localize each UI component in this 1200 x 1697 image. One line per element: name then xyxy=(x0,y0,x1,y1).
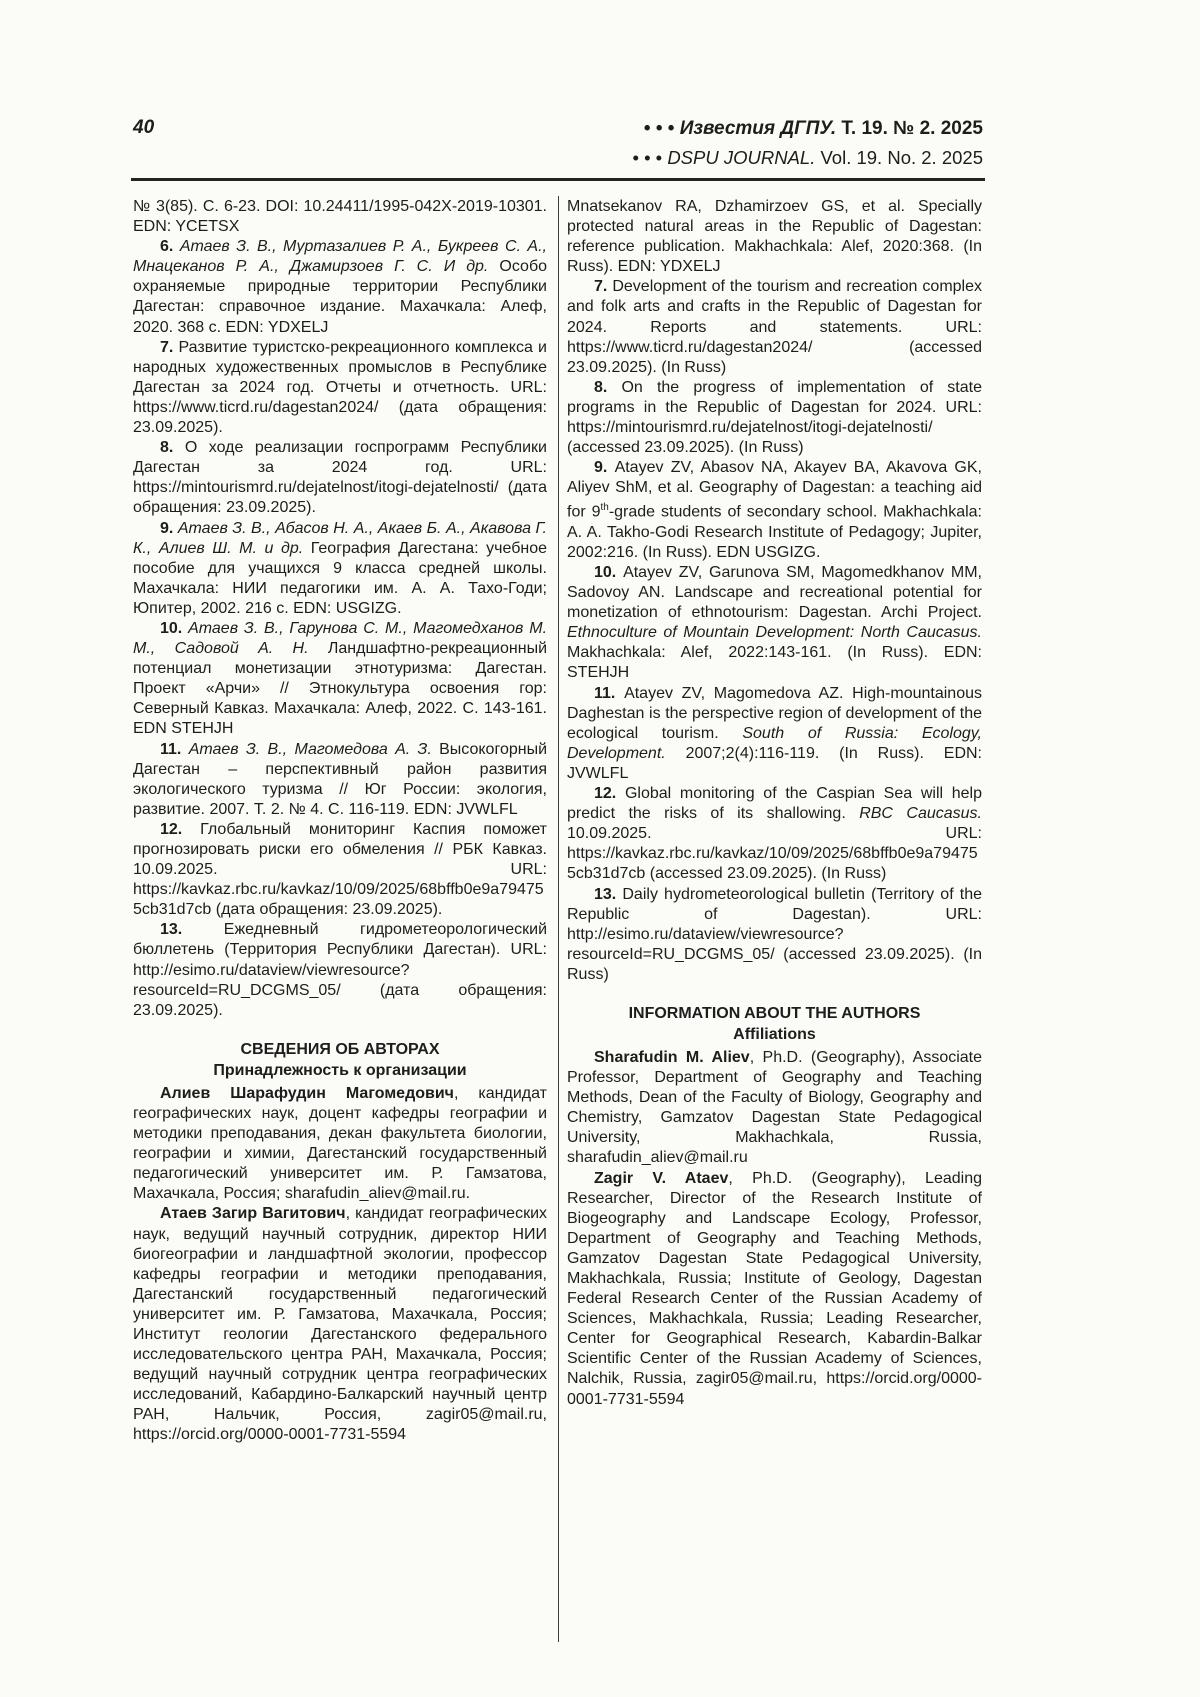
references-list-ru xyxy=(133,197,547,1021)
page-number: 40 xyxy=(133,117,155,138)
references-list-en xyxy=(567,197,982,985)
reference-paragraph: Mnatsekanov RA, Dzhamirzoev GS, et al. Specially protected natural areas in the Republic of Dagestan: reference publication. Makhachkala: Alef, 2020:368. (In Russ). EDN: YDXELJ xyxy=(567,198,982,276)
reference-paragraph: 10. Atayev ZV, Garunova SM, Magomedkhanov MM, Sadovoy AN. Landscape and recreational potential for monetization of ethnotourism: Dagestan. Archi Project. Ethnoculture of Mountain Development: North Caucasus. Makhachkala: Alef, 2022:143-161. (In Russ). EDN: STEHJH xyxy=(567,564,983,682)
reference-paragraph: 8. On the progress of implementation of state programs in the Republic of Dagestan for 2024. URL: https://mintourismrd.ru/dejatelnost/itogi-dejatelnosti/ (accessed 23.09.2025). (In Russ) xyxy=(567,378,982,457)
authors-heading-block-ru xyxy=(133,1039,547,1082)
column-divider xyxy=(558,196,559,1642)
journal-title-en: • • • DSPU JOURNAL. Vol. 19. No. 2. 2025 xyxy=(632,147,983,168)
authors-heading-block-en xyxy=(567,1003,982,1046)
journal-title-ru: • • • Известия ДГПУ. Т. 19. № 2. 2025 xyxy=(643,118,983,139)
author-paragraph: Zagir V. Ataev, Ph.D. (Geography), Leading Researcher, Director of the Research Institute of Biogeography and Landscape Ecology, Professor, Department of Geography and Teaching Methods, Gamzatov Dagestan State Pedagogical University, Makhachkala, Russia; Institute of Geology, Dagestan Federal Research Center of the Russian Academy of Sciences, Makhachkala, Russia; Leading Researcher, Center for Geographical Research, Kabardin-Balkar Scientific Center of the Russian Academy of Sciences, Nalchik, Russia, zagir05@mail.ru, https://orcid.org/0000-0001-7731-5594 xyxy=(567,1169,983,1408)
reference-paragraph: 11. Атаев З. В., Магомедова А. З. Высокогорный Дагестан – перспективный район развития экологического туризма // Юг России: экология, развитие. 2007. Т. 2. № 4. С. 116-119. EDN: JVWLFL xyxy=(133,740,548,818)
reference-paragraph: 9. Atayev ZV, Abasov NA, Akayev BA, Akavova GK, Aliyev ShM, et al. Geography of Dagestan: a teaching aid for 9th-grade students of secondary school. Makhachkala: A. A. Takho-Godi Research Institute of Pedagogy; Jupiter, 2002:216. (In Russ). EDN USGIZG. xyxy=(567,459,982,561)
authors-subheading-en: Affiliations xyxy=(733,1026,816,1044)
author-paragraph: Sharafudin M. Aliev, Ph.D. (Geography), Associate Professor, Department of Geography and Teaching Methods, Dean of the Faculty of Biology, Geography and Chemistry, Gamzatov Dagestan State Pedagogical University, Makhachkala, Russia, sharafudin_aliev@mail.ru xyxy=(567,1048,983,1167)
reference-paragraph: 12. Глобальный мониторинг Каспия поможет прогнозировать риски его обмеления // РБК Кавказ. 10.09.2025. URL: https://kavkaz.rbc.ru/kavkaz/10/09/2025/68bffb0e9a794755cb31d7cb (дата обращения: 23.09.2025). xyxy=(133,820,548,919)
journal-title-block xyxy=(632,114,983,172)
reference-paragraph: 11. Atayev ZV, Magomedova AZ. High-mountainous Daghestan is the perspective region of development of the ecological tourism. South of Russia: Ecology, Development. 2007;2(4):116-119. (In Russ). EDN: JVWLFL xyxy=(567,684,982,782)
authors-heading-en: INFORMATION ABOUT THE AUTHORS xyxy=(628,1004,921,1022)
authors-list-ru xyxy=(133,1084,547,1446)
reference-paragraph: 7. Развитие туристско-рекреационного комплекса и народных художественных промыслов в Республике Дагестан за 2024 год. Отчеты и отчетность. URL: https://www.ticrd.ru/dagestan2024/ (дата обращения: 23.09.2025). xyxy=(133,338,547,437)
left-column-russian xyxy=(133,197,547,1446)
reference-paragraph: 9. Атаев З. В., Абасов Н. А., Акаев Б. А., Акавова Г. К., Алиев Ш. М. и др. География Дагестана: учебное пособие для учащихся 9 класса средней школы. Махачкала: НИИ педагогики им. А. А. Тахо-Годи; Юпитер, 2002. 216 с. EDN: USGIZG. xyxy=(133,519,548,617)
authors-subheading-ru: Принадлежность к организации xyxy=(213,1062,467,1080)
page-header xyxy=(133,114,983,172)
reference-paragraph: № 3(85). С. 6-23. DOI: 10.24411/1995-042X-2019-10301. EDN: YCETSX xyxy=(133,198,547,236)
authors-list-en xyxy=(567,1048,982,1410)
reference-paragraph: 13. Ежедневный гидрометеорологический бюллетень (Территория Республики Дагестан). URL: http://esimo.ru/dataview/viewresource?resourceId=RU_DCGMS_05/ (дата обращения: 23.09.2025). xyxy=(133,921,548,1019)
reference-paragraph: 13. Daily hydrometeorological bulletin (Territory of the Republic of Dagestan). URL: http://esimo.ru/dataview/viewresource?resourceId=RU_DCGMS_05/ (accessed 23.09.2025). (In Russ) xyxy=(567,885,983,983)
right-column-english xyxy=(567,197,982,1410)
reference-paragraph: 12. Global monitoring of the Caspian Sea will help predict the risks of its shallowing. RBC Caucasus. 10.09.2025. URL: https://kavkaz.rbc.ru/kavkaz/10/09/2025/68bffb0e9a794755cb31d7cb (accessed 23.09.2025). (In Russ) xyxy=(567,785,983,883)
author-paragraph: Алиев Шарафудин Магомедович, кандидат географических наук, доцент кафедры географии и методики преподавания, декан факультета биологии, географии и химии, Дагестанский государственный педагогический университет им. Р. Гамзатова, Махачкала, Россия; sharafudin_aliev@mail.ru. xyxy=(133,1084,547,1203)
reference-paragraph: 8. О ходе реализации госпрограмм Республики Дагестан за 2024 год. URL: https://mintourismrd.ru/dejatelnost/itogi-dejatelnosti/ (дата обращения: 23.09.2025). xyxy=(133,439,547,517)
reference-paragraph: 7. Development of the tourism and recreation complex and folk arts and crafts in the Republic of Dagestan for 2024. Reports and statements. URL: https://www.ticrd.ru/dagestan2024/ (accessed 23.09.2025). (In Russ) xyxy=(567,278,983,376)
reference-paragraph: 6. Атаев З. В., Муртазалиев Р. А., Букреев С. А., Мнацеканов Р. А., Джамирзоев Г. С. И др. Особо охраняемые природные территории Республики Дагестан: справочное издание. Махачкала: Алеф, 2020. 368 с. EDN: YDXELJ xyxy=(133,238,548,336)
header-rule xyxy=(131,178,985,181)
authors-heading-ru: СВЕДЕНИЯ ОБ АВТОРАХ xyxy=(240,1040,440,1058)
author-paragraph: Атаев Загир Вагитович, кандидат географических наук, ведущий научный сотрудник, директор НИИ биогеографии и ландшафтной экологии, профессор кафедры географии и методики преподавания, Дагестанский государственный педагогический университет им. Р. Гамзатова, Махачкала, Россия; Институт геологии Дагестанского федерального исследовательского центра РАН, Махачкала, Россия; ведущий научный сотрудник центра географических исследований, Кабардино-Балкарский научный центр РАН, Нальчик, Россия, zagir05@mail.ru, https://orcid.org/0000-0001-7731-5594 xyxy=(133,1205,547,1444)
reference-paragraph: 10. Атаев З. В., Гарунова С. М., Магомедханов М. М., Садовой А. Н. Ландшафтно-рекреационный потенциал монетизации этнотуризма: Дагестан. Проект «Арчи» // Этнокультура освоения гор: Северный Кавказ. Махачкала: Алеф, 2022. С. 143-161. EDN STEHJH xyxy=(133,619,548,738)
